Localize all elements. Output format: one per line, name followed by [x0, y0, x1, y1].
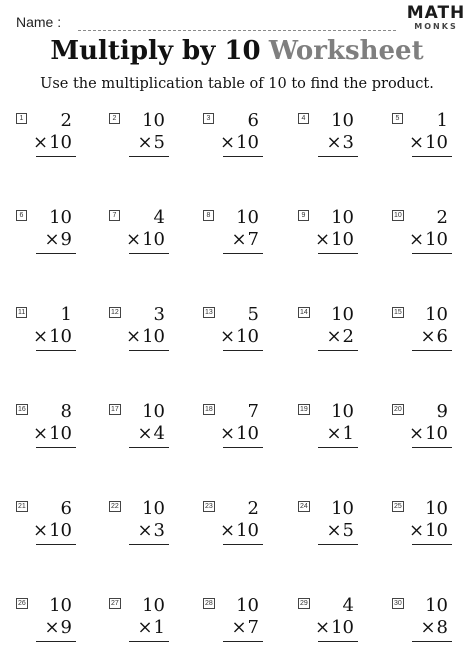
problem-19	[298, 401, 372, 465]
multiplier-row	[409, 423, 448, 445]
multiplier: 1	[342, 423, 354, 444]
multiplier: 10	[49, 326, 72, 347]
times-sign: ×	[326, 520, 342, 541]
answer-line[interactable]	[36, 156, 76, 157]
answer-line[interactable]	[129, 156, 169, 157]
multiplicand: 10	[331, 401, 354, 422]
answer-line[interactable]	[223, 447, 263, 448]
times-sign: ×	[126, 229, 142, 250]
problem-number: 15	[394, 309, 402, 316]
times-sign: ×	[315, 229, 331, 250]
answer-line[interactable]	[318, 447, 358, 448]
multiplicand: 10	[49, 207, 72, 228]
answer-line[interactable]	[36, 350, 76, 351]
multiplicand: 10	[331, 207, 354, 228]
multiplier: 8	[436, 617, 448, 638]
answer-line[interactable]	[318, 641, 358, 642]
answer-line[interactable]	[412, 447, 452, 448]
problem-number: 5	[392, 113, 403, 124]
times-sign: ×	[220, 520, 236, 541]
multiplier-row	[137, 132, 165, 154]
times-sign: ×	[326, 423, 342, 444]
times-sign: ×	[326, 132, 342, 153]
problem-number: 18	[205, 406, 213, 413]
problem-number: 17	[111, 406, 119, 413]
times-sign: ×	[420, 617, 436, 638]
problem-number: 9	[298, 210, 309, 221]
problem-number: 16	[18, 406, 26, 413]
problem-29	[298, 595, 372, 659]
multiplier: 9	[60, 229, 72, 250]
multiplier: 10	[236, 520, 259, 541]
problem-14	[298, 304, 372, 368]
times-sign: ×	[44, 617, 60, 638]
multiplier-row	[44, 229, 72, 251]
multiplicand: 10	[142, 498, 165, 519]
multiplicand: 2	[247, 498, 259, 519]
multiplier: 2	[342, 326, 354, 347]
multiplier-row	[326, 520, 354, 542]
times-sign: ×	[137, 132, 153, 153]
multiplier: 10	[49, 520, 72, 541]
answer-line[interactable]	[318, 350, 358, 351]
multiplier-row	[220, 326, 259, 348]
multiplicand: 10	[142, 110, 165, 131]
times-sign: ×	[231, 617, 247, 638]
problem-15	[392, 304, 466, 368]
problem-10	[392, 207, 466, 271]
answer-line[interactable]	[36, 544, 76, 545]
title-bold: Multiply by 10	[50, 36, 261, 66]
problem-30	[392, 595, 466, 659]
multiplicand: 6	[60, 498, 72, 519]
problem-18	[203, 401, 277, 465]
problem-28	[203, 595, 277, 659]
answer-line[interactable]	[223, 350, 263, 351]
multiplier-row	[420, 326, 448, 348]
times-sign: ×	[315, 617, 331, 638]
answer-line[interactable]	[412, 253, 452, 254]
times-sign: ×	[231, 229, 247, 250]
problem-number: 10	[394, 212, 402, 219]
multiplicand: 7	[247, 401, 259, 422]
logo-main-text: MATH	[406, 3, 466, 23]
problem-number: 25	[394, 503, 402, 510]
problem-number: 2	[109, 113, 120, 124]
answer-line[interactable]	[318, 156, 358, 157]
problem-number: 1	[16, 113, 27, 124]
times-sign: ×	[33, 326, 49, 347]
multiplicand: 10	[236, 595, 259, 616]
multiplier: 9	[60, 617, 72, 638]
times-sign: ×	[220, 132, 236, 153]
answer-line[interactable]	[412, 350, 452, 351]
answer-line[interactable]	[129, 447, 169, 448]
times-sign: ×	[33, 520, 49, 541]
multiplier: 10	[236, 132, 259, 153]
multiplicand: 8	[60, 401, 72, 422]
multiplicand: 10	[331, 498, 354, 519]
multiplier-row	[44, 617, 72, 639]
times-sign: ×	[326, 326, 342, 347]
problem-number: 22	[111, 503, 119, 510]
problem-11	[16, 304, 90, 368]
problem-16	[16, 401, 90, 465]
problem-number: 14	[300, 309, 308, 316]
multiplier-row	[326, 132, 354, 154]
multiplicand: 1	[60, 304, 72, 325]
problem-24	[298, 498, 372, 562]
problem-3	[203, 110, 277, 174]
answer-line[interactable]	[318, 544, 358, 545]
problem-number: 6	[16, 210, 27, 221]
problem-23	[203, 498, 277, 562]
multiplier: 10	[331, 617, 354, 638]
times-sign: ×	[33, 423, 49, 444]
multiplicand: 10	[142, 595, 165, 616]
problem-17	[109, 401, 183, 465]
multiplicand: 6	[247, 110, 259, 131]
answer-line[interactable]	[223, 641, 263, 642]
multiplier-row	[326, 326, 354, 348]
answer-line[interactable]	[129, 641, 169, 642]
multiplier: 7	[247, 229, 259, 250]
multiplicand: 10	[425, 304, 448, 325]
problem-number: 13	[205, 309, 213, 316]
multiplicand: 3	[153, 304, 165, 325]
problem-number: 8	[203, 210, 214, 221]
problem-number: 30	[394, 600, 402, 607]
problem-20	[392, 401, 466, 465]
multiplier-row	[220, 132, 259, 154]
problem-2	[109, 110, 183, 174]
multiplicand: 10	[425, 498, 448, 519]
multiplicand: 4	[342, 595, 354, 616]
multiplicand: 9	[436, 401, 448, 422]
problem-25	[392, 498, 466, 562]
answer-line[interactable]	[412, 544, 452, 545]
problem-number: 12	[111, 309, 119, 316]
problem-21	[16, 498, 90, 562]
multiplicand: 2	[60, 110, 72, 131]
answer-line[interactable]	[129, 544, 169, 545]
problem-grid	[16, 110, 472, 666]
problem-number: 27	[111, 600, 119, 607]
answer-line[interactable]	[36, 641, 76, 642]
title-light: Worksheet	[268, 36, 424, 66]
problem-26	[16, 595, 90, 659]
problem-13	[203, 304, 277, 368]
answer-line[interactable]	[223, 544, 263, 545]
answer-line[interactable]	[36, 253, 76, 254]
problem-9	[298, 207, 372, 271]
problem-number: 4	[298, 113, 309, 124]
multiplicand: 2	[436, 207, 448, 228]
problem-number: 26	[18, 600, 26, 607]
problem-number: 23	[205, 503, 213, 510]
multiplier: 10	[236, 423, 259, 444]
multiplier-row	[137, 520, 165, 542]
problem-number: 7	[109, 210, 120, 221]
times-sign: ×	[409, 229, 425, 250]
multiplier-row	[33, 423, 72, 445]
multiplier: 10	[49, 423, 72, 444]
answer-line[interactable]	[223, 156, 263, 157]
answer-line[interactable]	[129, 350, 169, 351]
answer-line[interactable]	[223, 253, 263, 254]
problem-22	[109, 498, 183, 562]
multiplier: 3	[342, 132, 354, 153]
multiplier-row	[409, 520, 448, 542]
problem-number: 29	[300, 600, 308, 607]
multiplier: 5	[342, 520, 354, 541]
problem-number: 11	[18, 309, 26, 316]
multiplier-row	[33, 132, 72, 154]
multiplier: 10	[49, 132, 72, 153]
times-sign: ×	[137, 520, 153, 541]
multiplier: 10	[142, 326, 165, 347]
multiplier-row	[231, 229, 259, 251]
problem-number: 20	[394, 406, 402, 413]
math-monks-logo	[406, 4, 466, 40]
multiplier: 10	[236, 326, 259, 347]
answer-line[interactable]	[318, 253, 358, 254]
times-sign: ×	[409, 132, 425, 153]
multiplier: 1	[153, 617, 165, 638]
problem-number: 28	[205, 600, 213, 607]
problem-27	[109, 595, 183, 659]
multiplier-row	[420, 617, 448, 639]
multiplier: 10	[142, 229, 165, 250]
multiplier-row	[220, 520, 259, 542]
multiplier: 10	[331, 229, 354, 250]
times-sign: ×	[44, 229, 60, 250]
multiplier-row	[315, 617, 354, 639]
multiplicand: 10	[236, 207, 259, 228]
multiplicand: 5	[247, 304, 259, 325]
multiplier: 10	[425, 132, 448, 153]
multiplier: 3	[153, 520, 165, 541]
answer-line[interactable]	[129, 253, 169, 254]
times-sign: ×	[33, 132, 49, 153]
multiplicand: 10	[331, 304, 354, 325]
multiplier: 10	[425, 229, 448, 250]
problem-5	[392, 110, 466, 174]
multiplicand: 10	[425, 595, 448, 616]
multiplicand: 1	[436, 110, 448, 131]
page-title	[0, 36, 474, 66]
times-sign: ×	[137, 423, 153, 444]
multiplier-row	[326, 423, 354, 445]
times-sign: ×	[409, 520, 425, 541]
multiplier-row	[231, 617, 259, 639]
multiplier: 10	[425, 423, 448, 444]
multiplier-row	[137, 423, 165, 445]
problem-1	[16, 110, 90, 174]
problem-number: 3	[203, 113, 214, 124]
answer-line[interactable]	[412, 641, 452, 642]
times-sign: ×	[220, 423, 236, 444]
answer-line[interactable]	[412, 156, 452, 157]
multiplicand: 10	[142, 401, 165, 422]
problem-8	[203, 207, 277, 271]
multiplier-row	[409, 229, 448, 251]
problem-7	[109, 207, 183, 271]
times-sign: ×	[126, 326, 142, 347]
name-field-line[interactable]	[78, 30, 396, 31]
answer-line[interactable]	[36, 447, 76, 448]
multiplier: 4	[153, 423, 165, 444]
multiplier: 7	[247, 617, 259, 638]
problem-number: 19	[300, 406, 308, 413]
problem-4	[298, 110, 372, 174]
problem-number: 21	[18, 503, 26, 510]
times-sign: ×	[137, 617, 153, 638]
multiplier-row	[126, 229, 165, 251]
name-row	[16, 10, 396, 34]
problem-number: 24	[300, 503, 308, 510]
problem-12	[109, 304, 183, 368]
times-sign: ×	[409, 423, 425, 444]
multiplier-row	[409, 132, 448, 154]
multiplicand: 10	[331, 110, 354, 131]
multiplicand: 10	[49, 595, 72, 616]
multiplier-row	[33, 326, 72, 348]
multiplier: 5	[153, 132, 165, 153]
multiplier: 10	[425, 520, 448, 541]
instructions: Use the multiplication table of 10 to find the product.	[40, 76, 434, 92]
problem-6	[16, 207, 90, 271]
multiplier-row	[33, 520, 72, 542]
multiplier-row	[137, 617, 165, 639]
multiplier-row	[315, 229, 354, 251]
multiplier-row	[220, 423, 259, 445]
multiplier-row	[126, 326, 165, 348]
times-sign: ×	[420, 326, 436, 347]
multiplier: 6	[436, 326, 448, 347]
multiplicand: 4	[153, 207, 165, 228]
times-sign: ×	[220, 326, 236, 347]
name-label: Name :	[16, 14, 62, 30]
logo-sub-text: MONKS	[414, 22, 458, 31]
